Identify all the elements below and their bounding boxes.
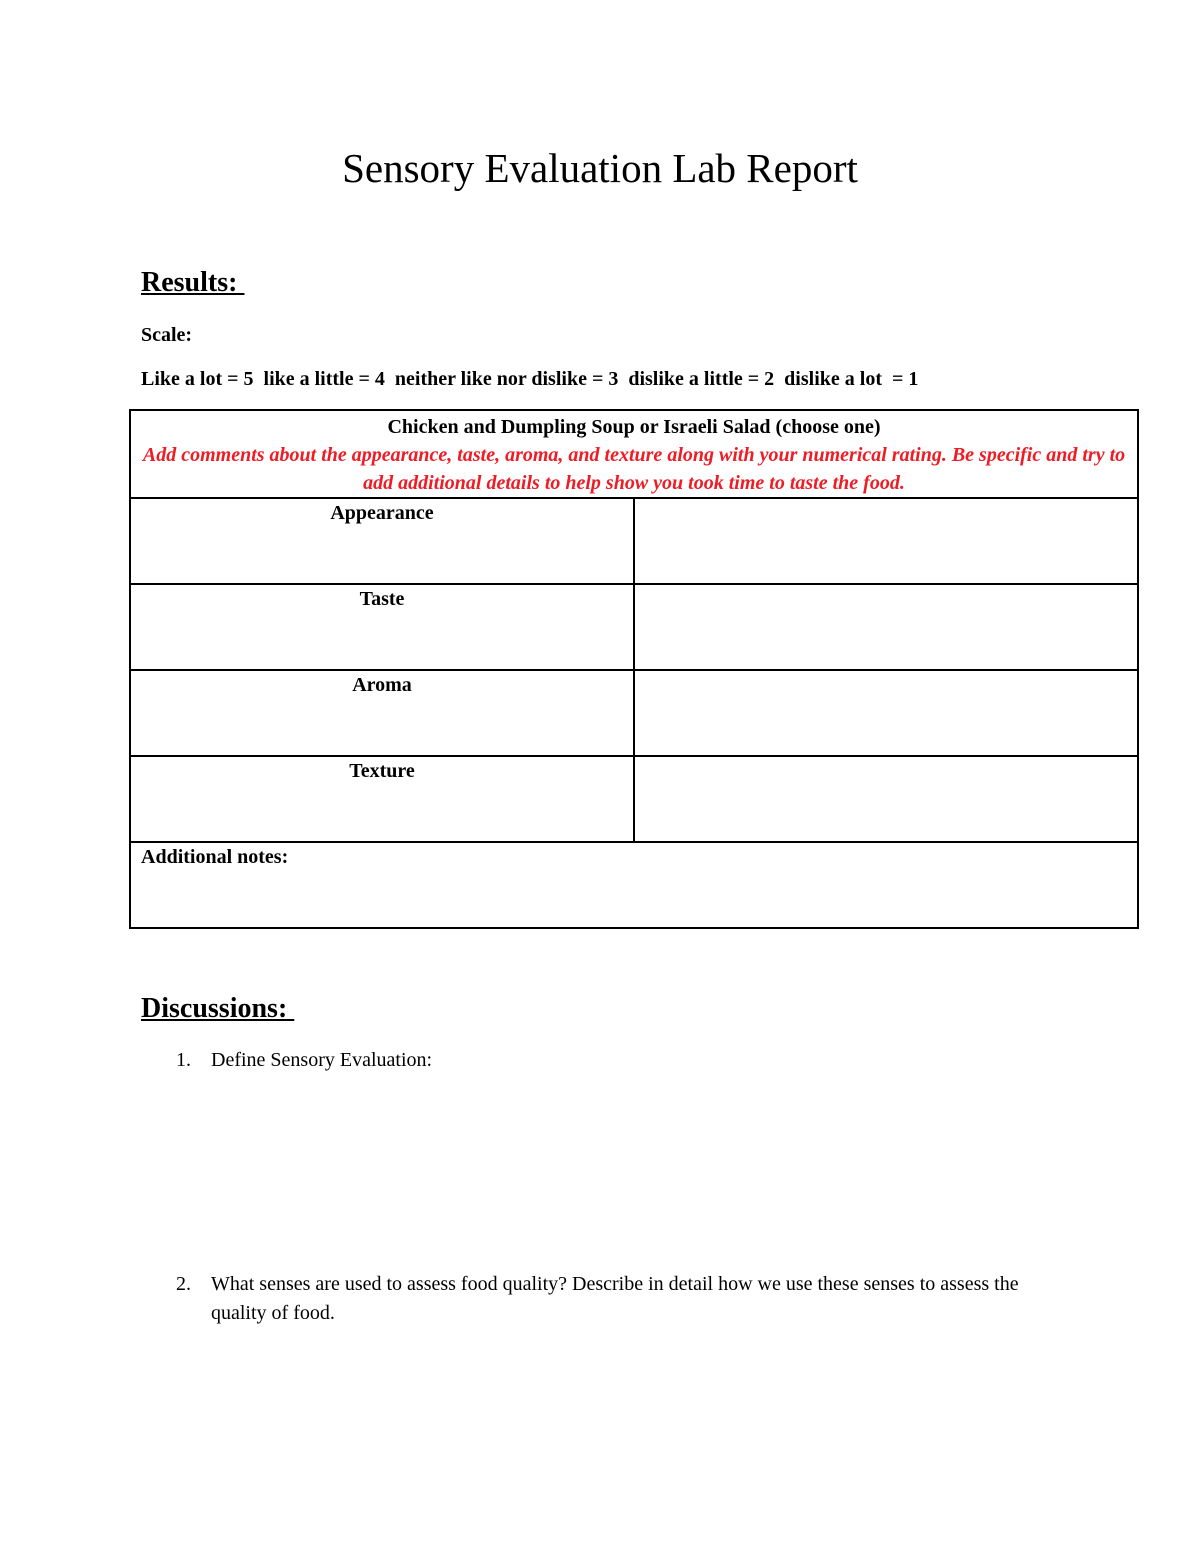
- taste-comment-field[interactable]: [634, 584, 1138, 670]
- appearance-comment-field[interactable]: [634, 498, 1138, 584]
- list-item: [176, 1270, 1056, 1328]
- table-row: [130, 670, 1138, 756]
- scale-values: Like a lot = 5 like a little = 4 neither like nor dislike = 3 dislike a little = 2 dislike a lot = 1: [141, 368, 919, 390]
- table-notes-row: [130, 842, 1138, 928]
- table-title: Chicken and Dumpling Soup or Israeli Salad (choose one): [387, 416, 881, 438]
- aroma-comment-field[interactable]: [634, 670, 1138, 756]
- attribute-label-cell: [130, 498, 634, 584]
- table-header-row: [130, 410, 1138, 498]
- attribute-label-texture: Texture: [349, 760, 415, 782]
- table-row: [130, 756, 1138, 842]
- results-heading: Results:: [141, 267, 245, 298]
- additional-notes-label: Additional notes:: [141, 846, 289, 868]
- list-item: [176, 1046, 1056, 1075]
- page-title: Sensory Evaluation Lab Report: [342, 145, 858, 191]
- table-instructions: Add comments about the appearance, taste, aroma, and texture along with your numerical rating. Be specific and try to add additional details to help show you took time to taste the food.: [142, 444, 1126, 494]
- attribute-label-taste: Taste: [359, 588, 405, 610]
- question-number: 1.: [176, 1049, 191, 1071]
- attribute-label-appearance: Appearance: [330, 502, 434, 524]
- table-header-cell: [130, 410, 1138, 498]
- table-row: [130, 584, 1138, 670]
- scale-label: Scale:: [141, 324, 193, 346]
- texture-comment-field[interactable]: [634, 756, 1138, 842]
- attribute-label-cell: [130, 670, 634, 756]
- discussions-heading: Discussions:: [141, 993, 295, 1024]
- attribute-label-aroma: Aroma: [352, 674, 412, 696]
- question-number: 2.: [176, 1273, 191, 1295]
- additional-notes-field[interactable]: [130, 842, 1138, 928]
- question-text: Define Sensory Evaluation:: [211, 1049, 433, 1071]
- question-text: What senses are used to assess food quality? Describe in detail how we use these senses to assess the quality of food.: [211, 1273, 1019, 1324]
- attribute-label-cell: [130, 756, 634, 842]
- attribute-label-cell: [130, 584, 634, 670]
- table-row: [130, 498, 1138, 584]
- evaluation-table: [129, 409, 1139, 929]
